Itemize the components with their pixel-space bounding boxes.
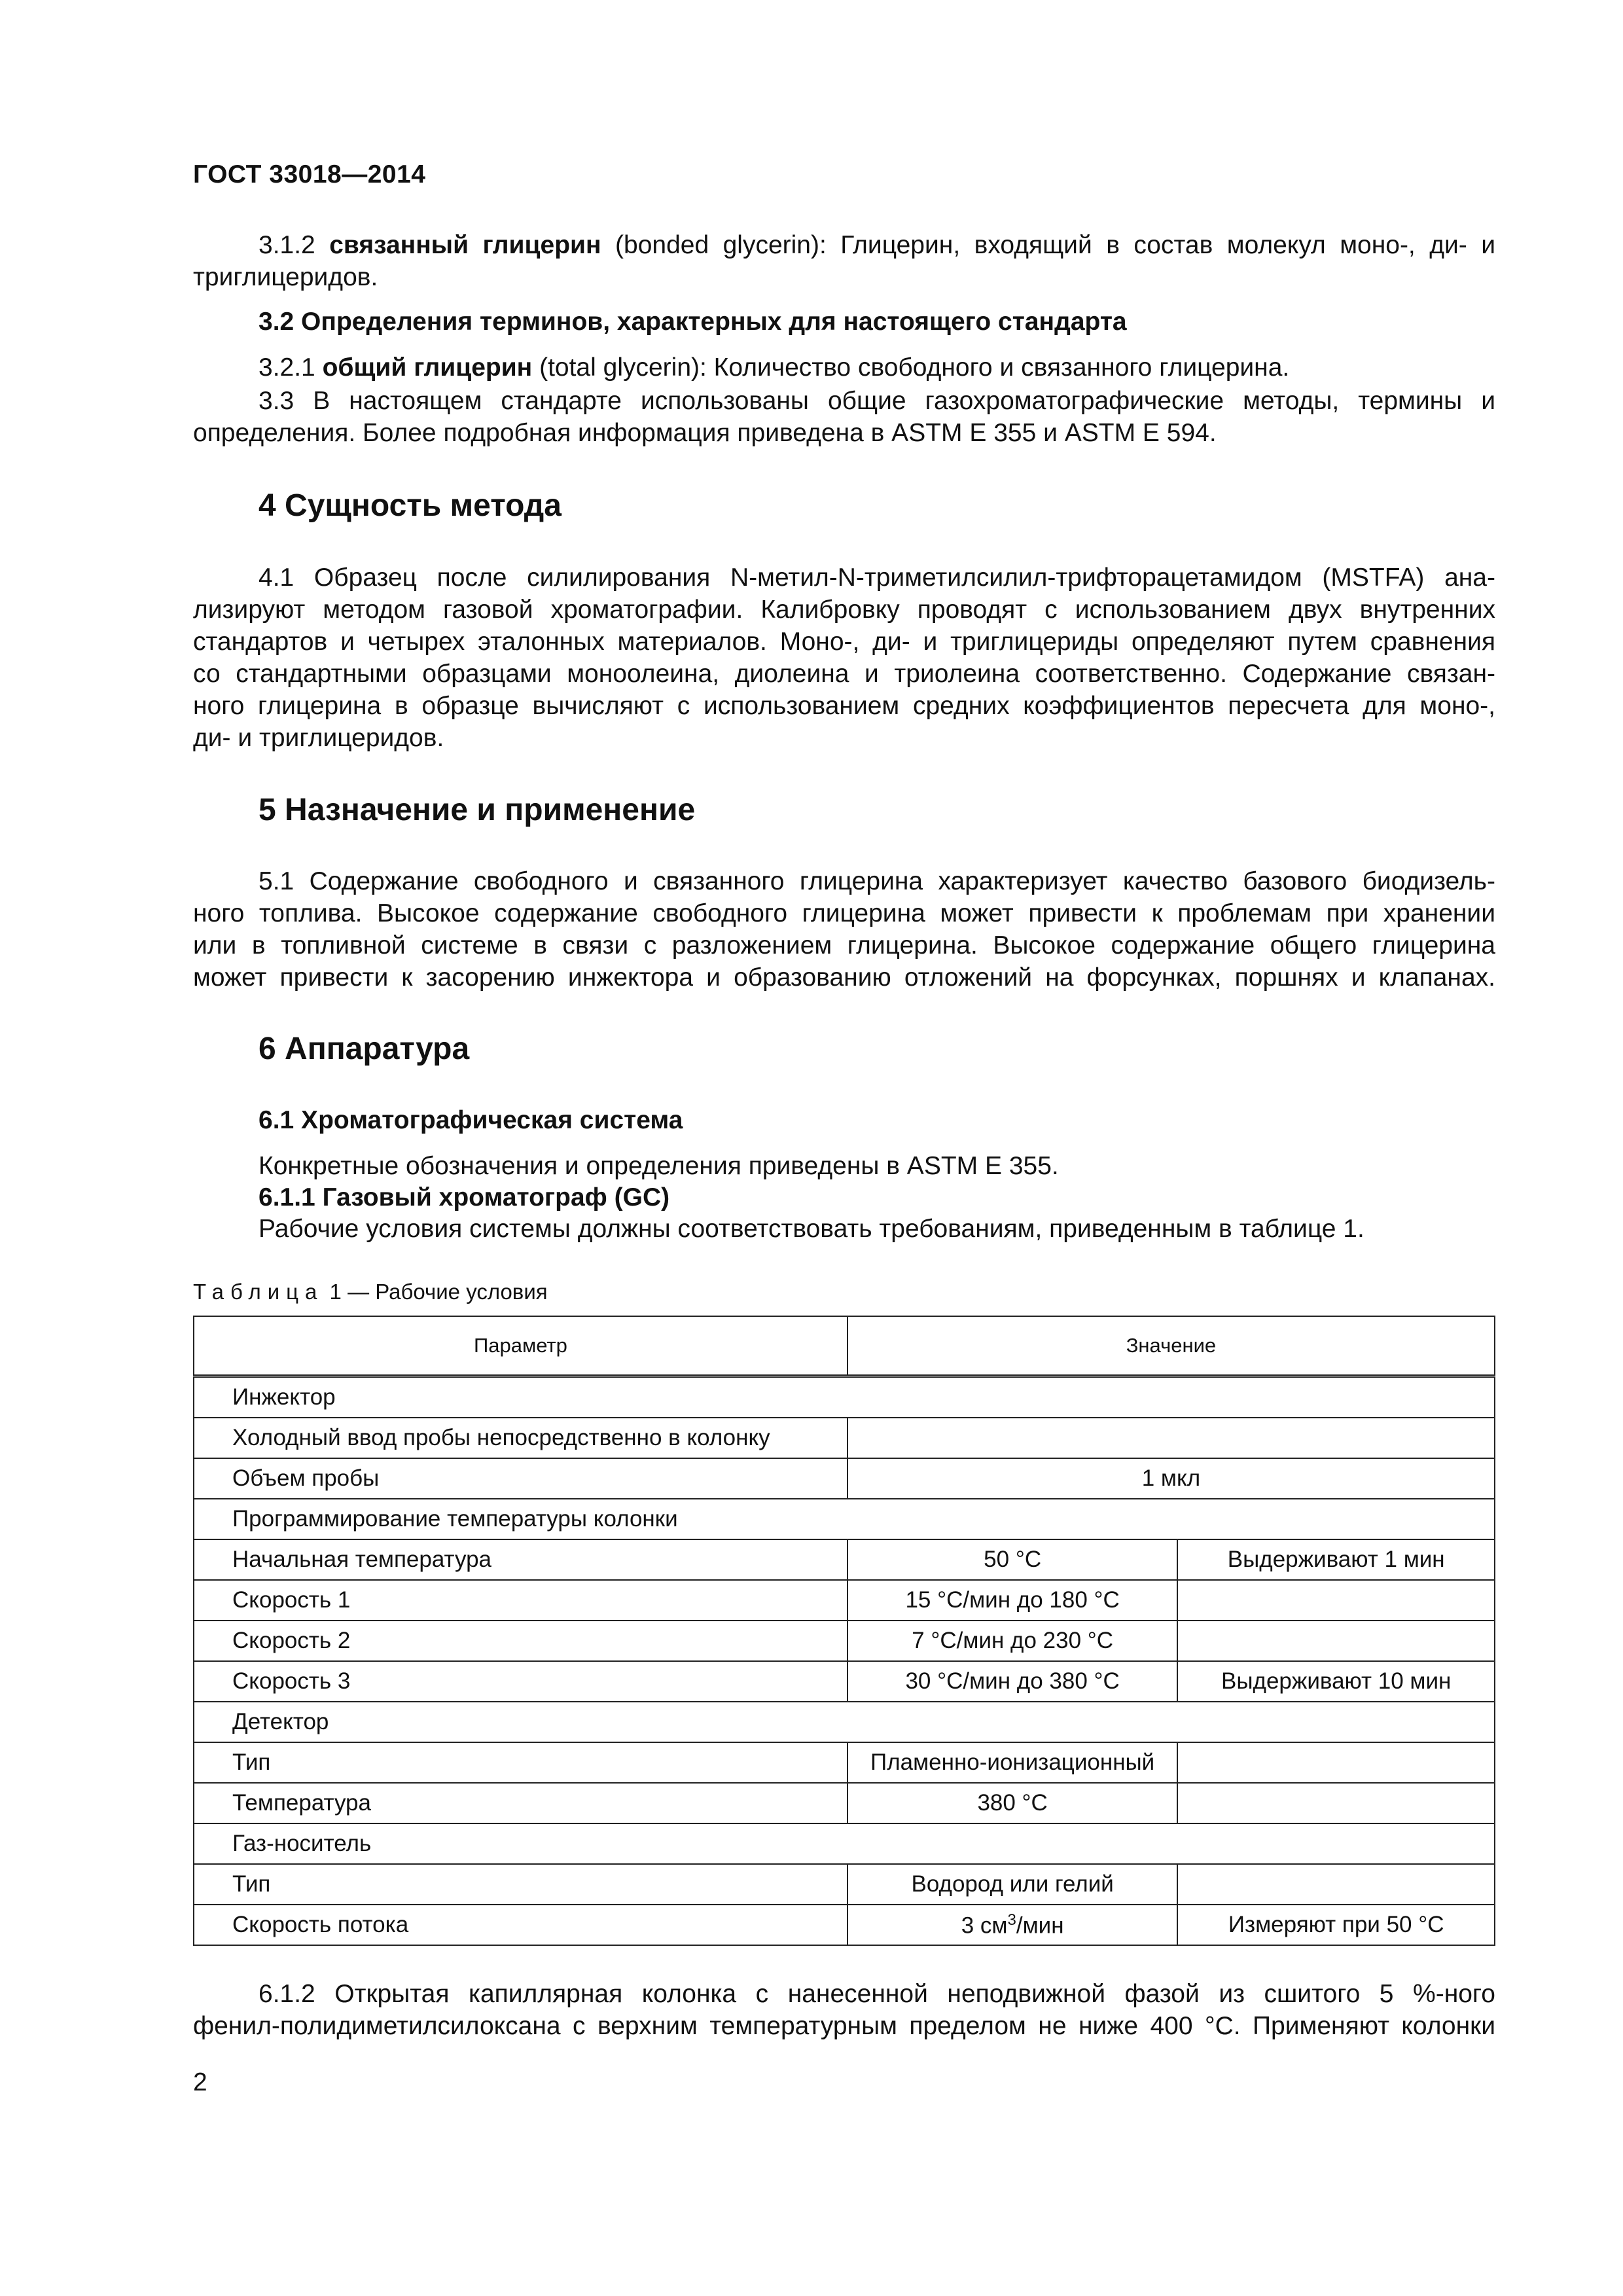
paragraph-5-1 xyxy=(193,865,1495,994)
table-row xyxy=(194,1499,1495,1539)
paragraph-line: ного топлива. Высокое содержание свободного глицерина может привести к проблемам при хранении xyxy=(193,899,1495,927)
paragraph-line: ди- и триглицеридов. xyxy=(193,724,444,752)
table-cell: Объем пробы xyxy=(194,1458,847,1499)
table-row xyxy=(194,1864,1495,1905)
clause-number: 3.1.2 xyxy=(259,231,315,259)
subsection-heading-3-2: 3.2 Определения терминов, характерных для настоящего стандарта xyxy=(259,308,1127,336)
table-cell: Измеряют при 50 °С xyxy=(1177,1905,1495,1945)
paragraph-line: ного глицерина в образце вычисляют с использованием средних коэффициентов пересчета для моно-, xyxy=(193,692,1495,720)
table-cell xyxy=(847,1905,1178,1945)
table-caption-label: Таблица xyxy=(193,1280,324,1304)
table-cell: Тип xyxy=(194,1742,847,1783)
table-cell: 1 мкл xyxy=(847,1458,1495,1499)
table-cell: Холодный ввод пробы непосредственно в колонку xyxy=(194,1418,847,1458)
paragraph-line xyxy=(193,229,1495,261)
table-row xyxy=(194,1418,1495,1458)
table-cell: Скорость 1 xyxy=(194,1580,847,1621)
definition-text: (bonded glycerin): Глицерин, входящий в состав молекул моно-, ди- и xyxy=(601,231,1495,259)
table-group-cell: Газ-носитель xyxy=(194,1823,1495,1864)
column-header-value: Значение xyxy=(847,1316,1495,1376)
table-row xyxy=(194,1661,1495,1702)
table-cell xyxy=(1177,1864,1495,1905)
flow-rate-value: 3 см xyxy=(961,1912,1008,1939)
subsection-heading-6-1: 6.1 Хроматографическая система xyxy=(259,1106,683,1134)
paragraph-line: 5.1 Содержание свободного и связанного глицерина характеризует качество базового биодизель- xyxy=(259,867,1495,895)
table-row xyxy=(194,1742,1495,1783)
paragraph-6-1-2 xyxy=(193,1978,1495,2042)
paragraph-line: 3.3 В настоящем стандарте использованы общие газохроматографические методы, термины и xyxy=(259,387,1495,415)
table-cell: Скорость 3 xyxy=(194,1661,847,1702)
flow-rate-exponent: 3 xyxy=(1007,1910,1016,1929)
table-group-cell: Инжектор xyxy=(194,1376,1495,1418)
paragraph-line: 6.1.2 Открытая капиллярная колонка с нанесенной неподвижной фазой из сшитого 5 %-ного xyxy=(259,1980,1495,2008)
paragraph-line: со стандартными образцами моноолеина, диолеина и триолеина соответственно. Содержание связан- xyxy=(193,660,1495,688)
table-cell: 50 °С xyxy=(847,1539,1178,1580)
document-header: ГОСТ 33018—2014 xyxy=(193,160,426,188)
table-cell xyxy=(1177,1621,1495,1661)
section-heading-4: 4 Сущность метода xyxy=(259,488,562,523)
table-cell: Скорость 2 xyxy=(194,1621,847,1661)
operating-conditions-table xyxy=(193,1316,1495,1946)
table-cell: Выдерживают 1 мин xyxy=(1177,1539,1495,1580)
paragraph-6-1: Конкретные обозначения и определения приведены в ASTM E 355. xyxy=(259,1152,1059,1180)
table-group-cell: Детектор xyxy=(194,1702,1495,1742)
table-cell: Тип xyxy=(194,1864,847,1905)
paragraph-line: определения. Более подробная информация приведена в ASTM E 355 и ASTM E 594. xyxy=(193,419,1217,447)
paragraph-3-1-2 xyxy=(193,229,1495,293)
table-caption xyxy=(193,1280,548,1304)
subsection-heading-6-1-1: 6.1.1 Газовый хроматограф (GC) xyxy=(259,1183,670,1211)
column-header-parameter: Параметр xyxy=(194,1316,847,1376)
paragraph-line: триглицеридов. xyxy=(193,263,378,291)
table-cell: Скорость потока xyxy=(194,1905,847,1945)
table-cell xyxy=(1177,1783,1495,1823)
table-header-row xyxy=(194,1316,1495,1376)
clause-number: 3.2.1 xyxy=(259,353,315,382)
table-row xyxy=(194,1823,1495,1864)
table-cell xyxy=(847,1418,1495,1458)
paragraph-line: лизируют методом газовой хроматографии. Калибровку проводят с использованием двух внутренних xyxy=(193,596,1495,624)
table-row xyxy=(194,1783,1495,1823)
paragraph-3-2-1 xyxy=(259,353,1289,382)
paragraph-line: или в топливной системе в связи с разложением глицерина. Высокое содержание общего глицерина xyxy=(193,931,1495,960)
table-row xyxy=(194,1905,1495,1945)
table-cell: Температура xyxy=(194,1783,847,1823)
flow-rate-unit: /мин xyxy=(1016,1912,1064,1939)
paragraph-6-1-1: Рабочие условия системы должны соответствовать требованиям, приведенным в таблице 1. xyxy=(259,1215,1364,1243)
table-row xyxy=(194,1458,1495,1499)
paragraph-4-1 xyxy=(193,562,1495,754)
page-number: 2 xyxy=(193,2068,207,2096)
table-cell: 380 °С xyxy=(847,1783,1178,1823)
table-cell: 7 °С/мин до 230 °С xyxy=(847,1621,1178,1661)
table-row xyxy=(194,1702,1495,1742)
table-cell: Выдерживают 10 мин xyxy=(1177,1661,1495,1702)
paragraph-line: фенил-полидиметилсилоксана с верхним температурным пределом не ниже 400 °С. Применяют колонки xyxy=(193,2012,1495,2040)
table-row xyxy=(194,1621,1495,1661)
table-cell: 15 °С/мин до 180 °С xyxy=(847,1580,1178,1621)
table-row xyxy=(194,1539,1495,1580)
table-row xyxy=(194,1376,1495,1418)
paragraph-3-3 xyxy=(193,385,1495,449)
table-cell xyxy=(1177,1742,1495,1783)
paragraph-line: может привести к засорению инжектора и образованию отложений на форсунках, поршнях и клапанах. xyxy=(193,963,1495,992)
table-cell: 30 °С/мин до 380 °С xyxy=(847,1661,1178,1702)
definition-text: (total glycerin): Количество свободного и связанного глицерина. xyxy=(532,353,1290,382)
table-cell: Начальная температура xyxy=(194,1539,847,1580)
table-caption-title: 1 — Рабочие условия xyxy=(323,1280,548,1304)
section-heading-5: 5 Назначение и применение xyxy=(259,793,696,827)
table-row xyxy=(194,1580,1495,1621)
paragraph-line: 4.1 Образец после силилирования N-метил-N-триметилсилил-трифторацетамидом (MSTFA) ана- xyxy=(259,564,1495,592)
table-group-cell: Программирование температуры колонки xyxy=(194,1499,1495,1539)
table-cell: Водород или гелий xyxy=(847,1864,1178,1905)
term: связанный глицерин xyxy=(329,231,601,259)
table-cell: Пламенно-ионизационный xyxy=(847,1742,1178,1783)
section-heading-6: 6 Аппаратура xyxy=(259,1031,470,1066)
paragraph-line: стандартов и четырех эталонных материалов. Моно-, ди- и триглицериды определяют путем сравнения xyxy=(193,628,1495,656)
table-cell xyxy=(1177,1580,1495,1621)
term: общий глицерин xyxy=(322,353,533,382)
